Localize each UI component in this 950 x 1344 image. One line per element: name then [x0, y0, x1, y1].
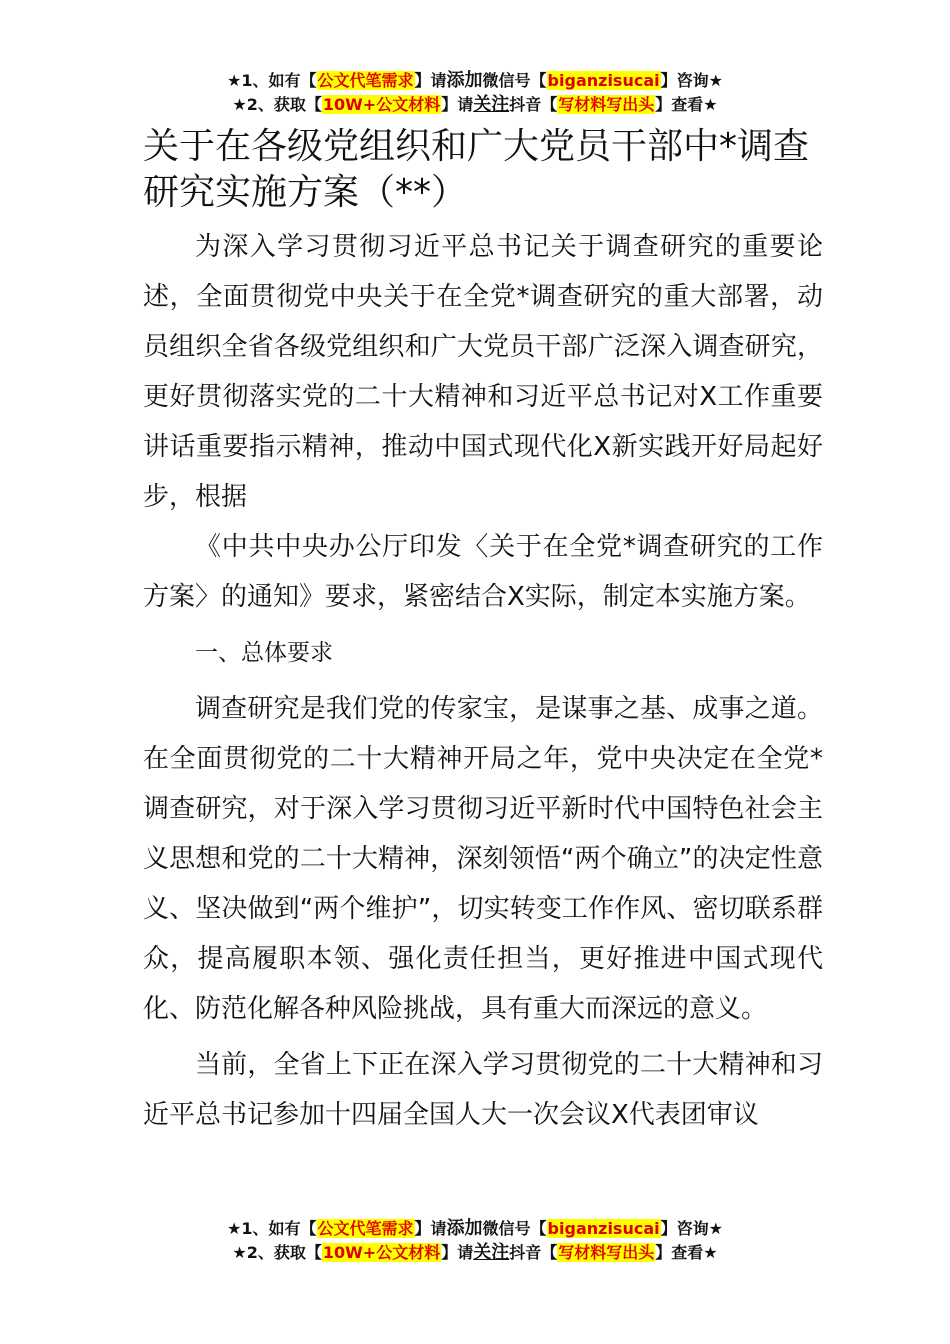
promo-text: 】请	[441, 95, 474, 114]
promo-text: ★1、如有【	[227, 1219, 317, 1238]
document-body	[143, 222, 823, 1140]
promo-text: 关注	[473, 94, 510, 115]
promo-header-line-1	[0, 70, 950, 92]
paragraph: 当前，全省上下正在深入学习贯彻党的二十大精神和习近平总书记参加十四届全国人大一次会议X代表团审议	[143, 1050, 823, 1130]
promo-text: 】请	[414, 71, 447, 90]
paragraph: 《中共中央办公厅印发〈关于在全党*调查研究的工作方案〉的通知》要求，紧密结合X实际，制定本实施方案。	[143, 532, 823, 612]
douyin-account: 写材料写出头	[558, 1243, 655, 1262]
promo-text: ★2、获取【	[232, 95, 322, 114]
promo-text: 微信号【	[482, 1219, 547, 1238]
promo-text: 添加	[446, 1218, 483, 1239]
promo-text: 微信号【	[482, 71, 547, 90]
wechat-id: biganzisucai	[547, 71, 660, 90]
promo-text: 关注	[473, 1242, 510, 1263]
wechat-id: biganzisucai	[547, 1219, 660, 1238]
promo-text: ★2、获取【	[232, 1243, 322, 1262]
promo-text: 】查看★	[655, 95, 718, 114]
promo-text: 】咨询★	[660, 1219, 723, 1238]
paragraph: 调查研究是我们党的传家宝，是谋事之基、成事之道。在全面贯彻党的二十大精神开局之年，党中央决定在全党*调查研究，对于深入学习贯彻习近平新时代中国特色社会主义思想和党的二十大精神，深刻领悟“两个确立”的决定性意义、坚决做到“两个维护”，切实转变工作作风、密切联系群众，提高履职本领、强化责任担当，更好推进中国式现代化、防范化解各种风险挑战，具有重大而深远的意义。	[143, 694, 823, 1024]
document-title: 关于在各级党组织和广大党员干部中*调查研究实施方案（**）	[143, 126, 810, 213]
promo-footer-line-2	[0, 1242, 950, 1264]
promo-text: 】请	[441, 1243, 474, 1262]
promo-text: 】请	[414, 1219, 447, 1238]
paragraph: 为深入学习贯彻习近平总书记关于调查研究的重要论述，全面贯彻党中央关于在全党*调查研究的重大部署，动员组织全省各级党组织和广大党员干部广泛深入调查研究，更好贯彻落实党的二十大精神和习近平总书记对X工作重要讲话重要指示精神，推动中国式现代化X新实践开好局起好步，根据	[143, 232, 823, 512]
promo-text: 添加	[446, 70, 483, 91]
promo-footer-line-1	[0, 1218, 950, 1240]
promo-text: 】咨询★	[660, 71, 723, 90]
promo-text: 】查看★	[655, 1243, 718, 1262]
douyin-account: 写材料写出头	[558, 95, 655, 114]
highlight-text: 公文代笔需求	[317, 71, 414, 90]
promo-text: 抖音【	[509, 95, 558, 114]
promo-text: ★1、如有【	[227, 71, 317, 90]
section-heading: 一、总体要求	[195, 640, 333, 666]
promo-text: 抖音【	[509, 1243, 558, 1262]
highlight-text: 10W+公文材料	[322, 1243, 441, 1262]
highlight-text: 10W+公文材料	[322, 95, 441, 114]
highlight-text: 公文代笔需求	[317, 1219, 414, 1238]
promo-header-line-2	[0, 94, 950, 116]
